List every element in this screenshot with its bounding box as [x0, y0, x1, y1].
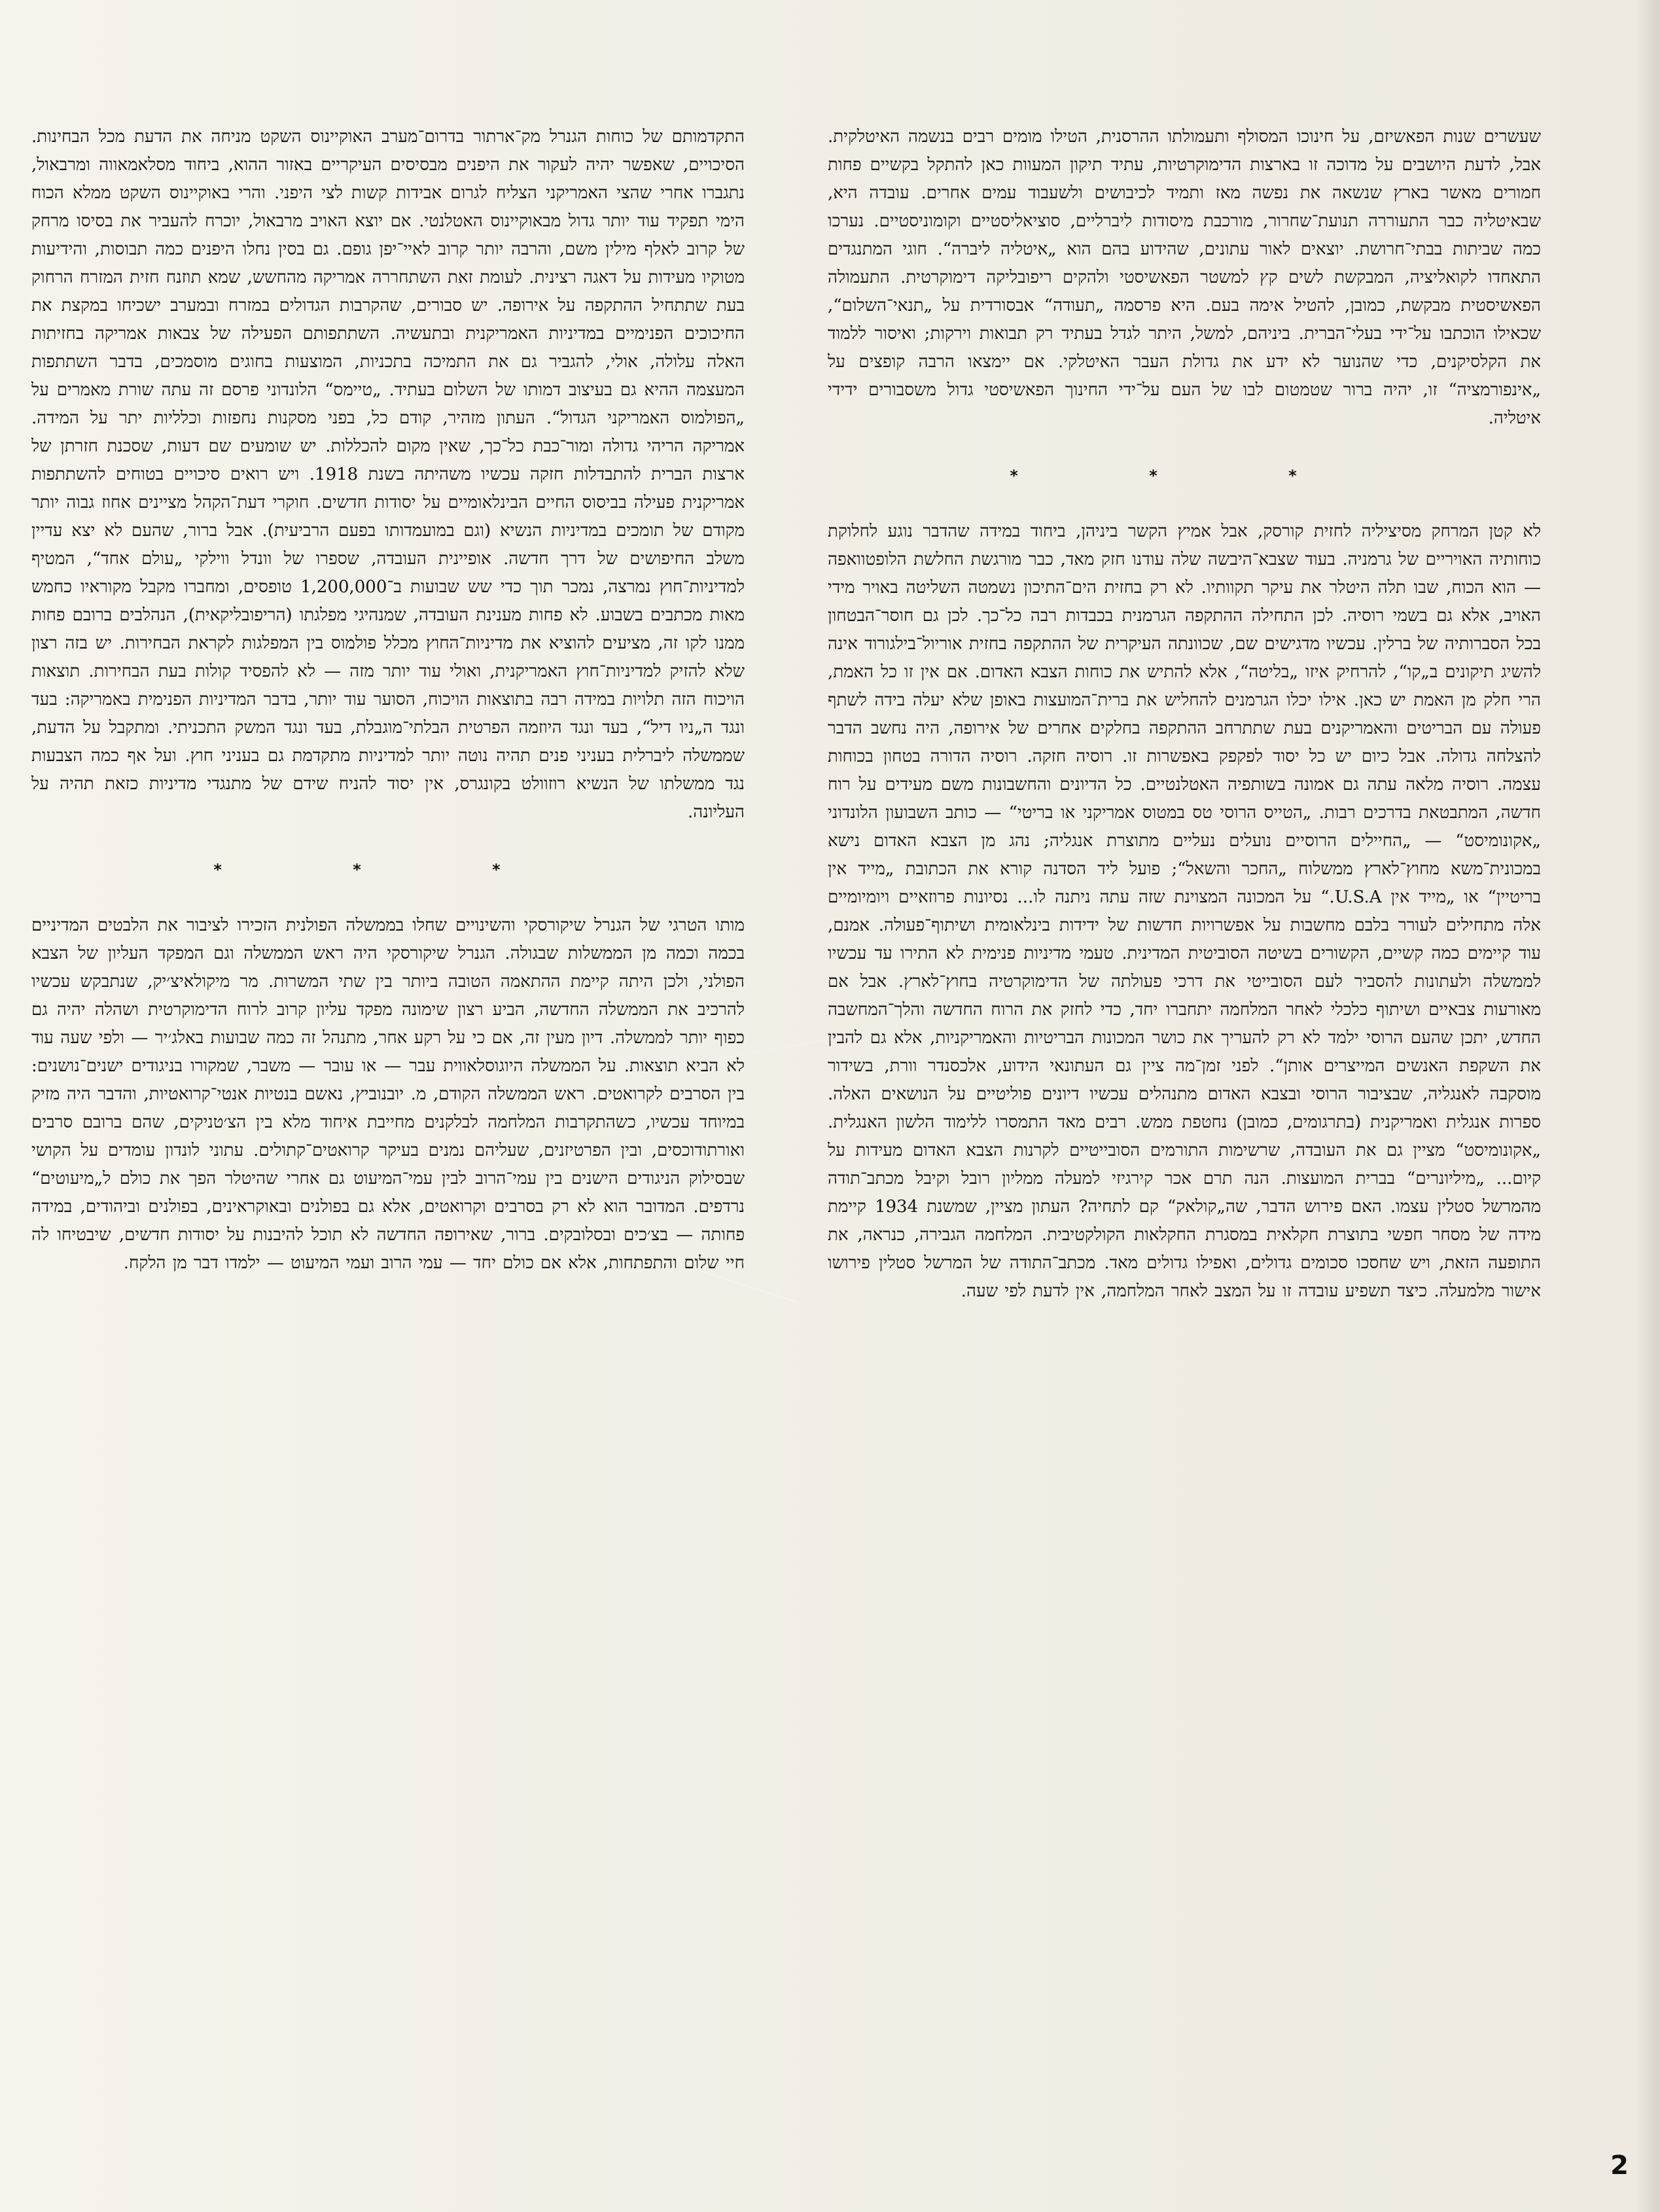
left-text-column: [31, 95, 745, 2130]
page-number: 2: [1610, 2150, 1629, 2181]
article-paragraph: מותו הטרגי של הגנרל שיקורסקי והשינויים שחלו בממשלה הפולנית הזכירו לציבור את הלבטים המדיניים בכמה וכמה מן הממשלות שבגולה. הגנרל שיקורסקי היה ראש הממשלה וגם המפקד העליון של הצבא הפולני, ולכן היתה קיימת ההתאמה הטובה ביותר בין שתי המשרות. מר מיקולאיצ׳יק, שנתבקש עכשיו להרכיב את הממשלה החדשה, הביע רצון שימונה מפקד עליון קרוב לרוח הדימוקרטית ושהלה יהיה גם כפוף יותר לממשלה. דיון מעין זה, אם כי על רקע אחר, מתנהל זה כמה שבועות באלג׳יר — ולפי שעה עוד לא הביא תוצאות. על הממשלה היוגוסלאווית עבר — או עובר — משבר, שמקורו בניגודים ישנים־נושנים: בין הסרבים לקרואטים. ראש הממשלה הקודם, מ. יובנוביץ, נאשם בנטיות אנטי־קרואטיות, והדבר היה מזיק במיוחד עכשיו, כשהתקרבות המלחמה לבלקנים מחייבת איחוד מלא בין הצ׳טניקים, שהם ברובם סרבים ואורתודוכסים, ובין הפרטיזנים, שעליהם נמנים בעיקר קרואטים־קתולים. עתוני לונדון עומדים על הקושי שבסילוק הניגודים הישנים בין עמי־הרוב לבין עמי־המיעוט גם אחרי שהיטלר הפך את כולם ל„מיעוטים“ נרדפים. המדובר הוא לא רק בסרבים וקרואטים, אלא גם בפולנים ובאוקראינים, בפולנים וביהודים, במידה פחותה — בצ׳כים ובסלובקים. ברור, שאירופה החדשה לא תוכל להיבנות על יסודות חדשים, שיבטיחו לה חיי שלום והתפתחות, אלא אם כולם יחד — עמי הרוב ועמי המיעוט — ילמדו דבר מן הלקח.: [31, 916, 745, 1273]
section-separator: * * *: [213, 861, 563, 879]
page-edge-shadow: [1635, 0, 1660, 2212]
right-text-column: [828, 95, 1541, 2130]
article-paragraph: לא קטן המרחק מסיציליה לחזית קורסק, אבל אמיץ הקשר ביניהן, ביחוד במידה שהדבר נוגע לחלוקת כוחותיה האויריים של גרמניה. בעוד שצבא־היבשה שלה עודנו חזק מאד, כבר מורגשת החלשת הלופטוואפה — הוא הכוח, שבו תלה היטלר את עיקר תקוותיו. לא רק בחזית הים־התיכון נשמטה השליטה באויר מידי האויב, אלא גם בשמי רוסיה. לכן התחילה ההתקפה הגרמנית בכבדות רבה כל־כך. לכן גם חוסר־הבטחון בכל הסברותיה של ברלין. עכשיו מדגישים שם, שכוונתה העיקרית של ההתקפה בחזית אוריול־בילגורוד אינה להשיג תיקונים ב„קו“, להרחיק איזו „בליטה“, אלא להתיש את כוחות הצבא האדום. אם אין זו כל האמת, הרי חלק מן האמת יש כאן. אילו יכלו הגרמנים להחליש את ברית־המועצות באופן שלא יעלה בידה לשתף פעולה עם הבריטים והאמריקנים בעת שתתרחב ההתקפה בחלקים אחרים של אירופה, היה נחשב הדבר להצלחה גדולה. אבל כיום יש כל יסוד לפקפק באפשרות זו. רוסיה חזקה. רוסיה הדורה בטחון בכוחות עצמה. רוסיה מלאה עתה גם אמונה בשותפיה האטלנטיים. כל הדיונים והחשבונות משם מעידים על רוח חדשה, המתבטאת בדרכים רבות. „הטייס הרוסי טס במטוס אמריקני או בריטי“ — כותב השבועון הלונדוני „אקונומיסט“ — „החיילים הרוסיים נועלים נעליים מתוצרת אנגליה; נהג מן הצבא האדום נישא במכונית־משא מחוץ־לארץ ממשלוח „החכר והשאל“; פועל ליד הסדנה קורא את הכתובת „מייד אין בריטיין“ או „מייד אין U.S.A.“ על המכונה המצוינת שזה עתה ניתנה לו... נסיונות פרוזאיים ויומיומיים אלה מתחילים לעורר בלבם מחשבות על אפשרויות חדשות של ידידות בינלאומית ושיתוף־פעולה. אמנם, עוד קיימים כמה קשיים, הקשורים בשיטה הסוביטית המדינית. טעמי מדיניות פנימית לא התירו עד עכשיו לממשלה ולעתונות להסביר לעם הסובייטי את דרכי פעולתה של הדימוקרטיה בחוץ־לארץ. אבל אם מאורעות צבאיים ושיתוף כלכלי לאחר המלחמה יתחברו יחד, כדי לחזק את הרוח החדשה והלך־המחשבה החדש, יתכן שהעם הרוסי ילמד לא רק להעריך את כושר המכונות הבריטיות והאמריקניות, אלא גם להבין את השקפת האנשים המייצרים אותן“. לפני זמן־מה ציין גם העתונאי הידוע, אלכסנדר וורת, בשידור מוסקבה לאנגליה, שבציבור הרוסי ובצבא האדום מתנהלים עכשיו דיונים פוליטיים על הנושאים האלה. ספרות אנגלית ואמריקנית (בתרגומים, כמובן) נחטפת ממש. רבים מאד התמסרו ללימוד הלשון האנגלית. „אקונומיסט“ מציין גם את העובדה, שרשימות התורמים הסובייטיים לקרנות הצבא האדום מעידות על קיום... „מיליונרים“ בברית המועצות. הנה תרם אכר קירגיזי למעלה ממליון רובל וקיבל מכתב־תודה מהמרשל סטלין עצמו. האם פירוש הדבר, שה„קולאק“ קם לתחיה? העתון מציין, שמשנת 1934 קיימת מידה של מסחר חפשי בתוצרת חקלאית במסגרת החקלאות הקולקטיבית. המלחמה הגבירה, כנראה, את התופעה הזאת, ויש שחסכו סכומים גדולים, ואפילו גדולים מאד. מכתב־התודה של המרשל סטלין פירושו אישור מלמעלה. כיצד תשפיע עובדה זו על המצב לאחר המלחמה, אין לדעת לפי שעה.: [828, 522, 1541, 1301]
section-separator: * * *: [1010, 467, 1359, 485]
article-paragraph: שעשרים שנות הפאשיזם, על חינוכו המסולף ותעמולתו ההרסנית, הטילו מומים רבים בנשמה האיטלקית. אבל, לדעת היושבים על מדוכה זו בארצות הדימוקרטיות, עתיד תיקון המעוות כאן להתקל בקשיים פחות חמורים מאשר בארץ שנשאה את נפשה מאז ותמיד לכיבושים ולשעבוד עמים אחרים. עובדה היא, שבאיטליה כבר התעוררה תנועת־שחרור, מורכבת מיסודות ליברליים, סוציאליסטיים וקומוניסטיים. נערכו כמה שביתות בבתי־חרושת. יוצאים לאור עתונים, שהידוע בהם הוא „איטליה ליברה“. חוגי המתנגדים התאחדו לקואליציה, המבקשת לשים קץ למשטר הפאשיסטי ולהקים ריפובליקה דימוקרטית. התעמולה הפאשיסטית מבקשת, כמובן, להטיל אימה בעם. היא פרסמה „תעודה“ אבסורדית על „תנאי־השלום“, שכאילו הוכתבו על־ידי בעלי־הברית. ביניהם, למשל, היתר לגדל בעתיד רק תבואות וירקות; ואיסור ללמוד את הקלסיקנים, כדי שהנוער לא ידע את גדולת העבר האיטלקי. אם יימצאו הרבה קופצים על „אינפורמציה“ זו, יהיה ברור שטמטום לבו של העם על־ידי החינוך הפאשיסטי גדול משסבורים ידידי איטליה.: [828, 127, 1541, 428]
article-paragraph: התקדמותם של כוחות הגנרל מק־ארתור בדרום־מערב האוקיינוס השקט מניחה את הדעת מכל הבחינות. הסיכויים, שאפשר יהיה לעקור את היפנים מבסיסים העיקריים באזור ההוא, ביחוד מסלאמאווה ומרבאול, נתגברו אחרי שהצי האמריקני הצליח לגרום אבידות קשות לצי היפני. והרי באוקיינוס השקט ממלא הכוח הימי תפקיד עוד יותר גדול מבאוקיינוס האטלנטי. אם יוצא האויב מרבאול, יוכרח להעביר את בסיסו מרחק של קרוב לאלף מילין משם, והרבה יותר קרוב לאיי־יפן גופם. גם בסין נחלו היפנים כמה תבוסות, והידיעות מטוקיו מעידות על דאגה רצינית. לעומת זאת השתחררה אמריקה מהחשש, שמא תוזנח חזית המזרח הרחוק בעת שתתחיל ההתקפה על אירופה. יש סבורים, שהקרבות הגדולים במזרח ובמערב ישכיחו במקצת את החיכוכים הפנימיים במדיניות האמריקנית ובתעשיה. השתתפותם הפעילה של צבאות אמריקה בחזיתות האלה עלולה, אולי, להגביר גם את התמיכה בתכניות, המוצעות בחוגים מוסמכים, בדבר השתתפות המעצמה ההיא גם בעיצוב דמותו של השלום בעתיד. „טיימס“ הלונדוני פרסם זה עתה שורת מאמרים על „הפולמוס האמריקני הגדול“. העתון מזהיר, קודם כל, בפני מסקנות נחפזות וכלליות יתר על המידה. אמריקה הריהי גדולה ומור־כבת כל־כך, שאין מקום להכללות. יש שומעים שם דעות, שסכנת חזרתן של ארצות הברית להתבדלות חזקה עכשיו משהיתה בשנת 1918. ויש רואים סיכויים בטוחים להשתתפות אמריקנית פעילה בביסוס החיים הבינלאומיים על יסודות חדשים. חוקרי דעת־הקהל מציינים אחוז גבוה יותר מקודם של תומכים במדיניות הנשיא (וגם במועמדותו בפעם הרביעית). אבל ברור, שהעם לא יצא עדיין משלב החיפושים של דרך חדשה. אופיינית העובדה, שספרו של וונדל ווילקי „עולם אחד“, המטיף למדיניות־חוץ נמרצה, נמכר תוך כדי שש שבועות ב־1,200,000 טופסים, ומחברו מקבל מקוראיו כחמש מאות מכתבים בשבוע. לא פחות מענינת העובדה, שמנהיגי מפלגתו (הריפובליקאית), הנהלבים ברובם פחות ממנו לקו זה, מציעים להוציא את מדיניות־החוץ מכלל פולמוס בין המפלגות לקראת הבחירות. יש בזה רצון שלא להזיק למדיניות־חוץ האמריקנית, ואולי עוד יותר מזה — לא להפסיד קולות בעת הבחירות. תוצאות הויכוח הזה תלויות במידה רבה בתוצאות הויכוח, הסוער עוד יותר, בדבר המדיניות הפנימית באמריקה: בעד ונגד ה„ניו דיל“, בעד ונגד היוזמה הפרטית הבלתי־מוגבלת, בעד ונגד המשק התכניתי. ומתקבל על הדעת, שממשלה ליברלית בעניני פנים תהיה נוטה יותר למדיניות מתקדמת גם בעניני חוץ. ועל אף כמה הצבעות נגד ממשלתו של הנשיא רוזוולט בקונגרס, אין יסוד להניח שידם של מתנגדי מדיניות כזאת תהיה על העליונה.: [31, 127, 745, 822]
